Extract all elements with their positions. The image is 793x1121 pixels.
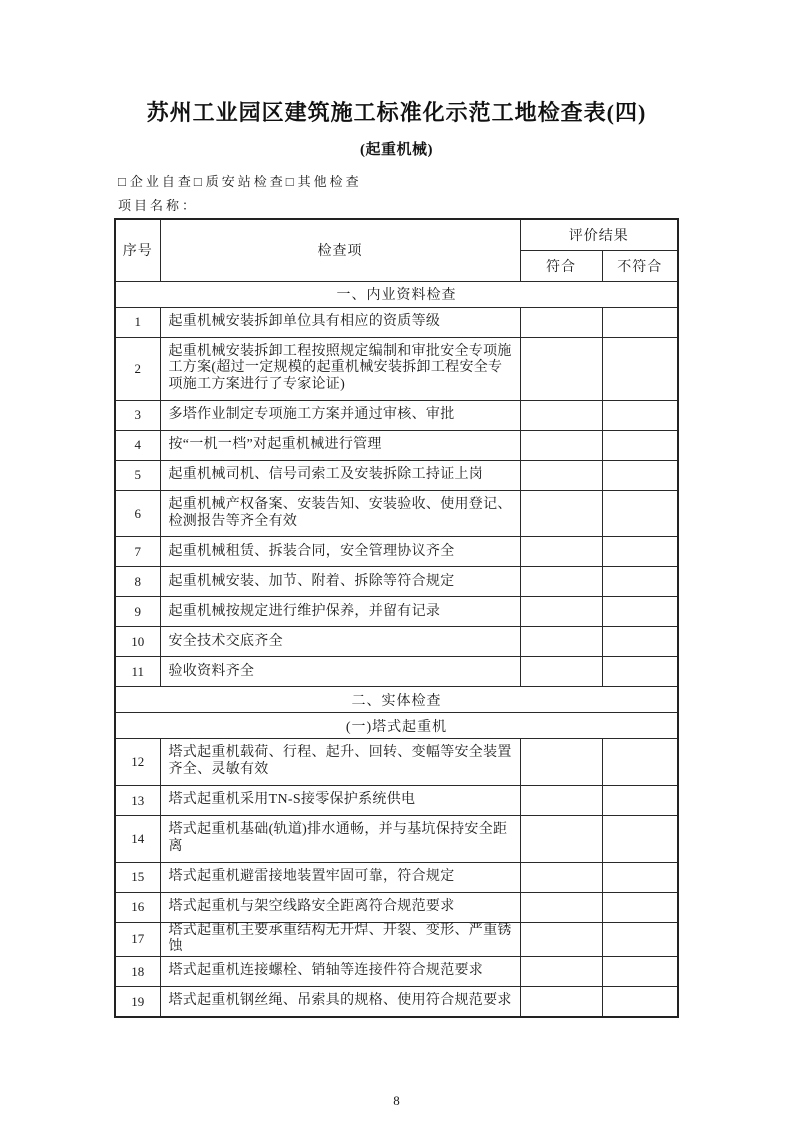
check-item-text: 起重机械产权备案、安装告知、安装验收、使用登记、检测报告等齐全有效 <box>160 490 520 537</box>
col-header-fail: 不符合 <box>602 250 678 281</box>
row-index: 5 <box>115 460 160 490</box>
table-row <box>115 567 678 597</box>
table-row <box>115 987 678 1017</box>
check-item-text: 起重机械租赁、拆装合同，安全管理协议齐全 <box>160 537 520 567</box>
checkbox-icon: □ <box>193 174 205 189</box>
row-index: 13 <box>115 786 160 816</box>
row-index: 6 <box>115 490 160 537</box>
row-index: 18 <box>115 957 160 987</box>
section-label: 一、内业资料检查 <box>115 281 678 307</box>
check-option-label: 其他检查 <box>297 174 362 189</box>
row-index: 2 <box>115 337 160 400</box>
fail-cell <box>602 400 678 430</box>
fail-cell <box>602 892 678 922</box>
header-row-1 <box>115 219 678 250</box>
check-item-text: 起重机械安装拆卸单位具有相应的资质等级 <box>160 307 520 337</box>
pass-cell <box>520 307 602 337</box>
section-label: 二、实体检查 <box>115 687 678 713</box>
fail-cell <box>602 922 678 957</box>
table-row <box>115 597 678 627</box>
fail-cell <box>602 307 678 337</box>
table-row <box>115 957 678 987</box>
pass-cell <box>520 892 602 922</box>
fail-cell <box>602 567 678 597</box>
pass-cell <box>520 987 602 1017</box>
check-item-text: 验收资料齐全 <box>160 657 520 687</box>
check-item-text: 按“一机一档”对起重机械进行管理 <box>160 430 520 460</box>
check-option-label: 企业自查 <box>129 174 194 189</box>
pass-cell <box>520 337 602 400</box>
fail-cell <box>602 816 678 863</box>
fail-cell <box>602 597 678 627</box>
pass-cell <box>520 460 602 490</box>
row-index: 3 <box>115 400 160 430</box>
check-item-text: 起重机械按规定进行维护保养，并留有记录 <box>160 597 520 627</box>
section-row <box>115 713 678 739</box>
section-row <box>115 687 678 713</box>
col-header-item: 检查项 <box>160 219 520 281</box>
pass-cell <box>520 537 602 567</box>
check-item-text: 起重机械安装拆卸工程按照规定编制和审批安全专项施工方案(超过一定规模的起重机械安装拆卸工程安全专项施工方案进行了专家论证) <box>160 337 520 400</box>
fail-cell <box>602 786 678 816</box>
row-index: 8 <box>115 567 160 597</box>
pass-cell <box>520 490 602 537</box>
table-row <box>115 430 678 460</box>
check-type-options <box>118 171 793 190</box>
pass-cell <box>520 922 602 957</box>
col-header-result-group: 评价结果 <box>520 219 678 250</box>
table-row <box>115 307 678 337</box>
row-index: 11 <box>115 657 160 687</box>
fail-cell <box>602 657 678 687</box>
section-row <box>115 281 678 307</box>
row-index: 16 <box>115 892 160 922</box>
check-item-text: 塔式起重机与架空线路安全距离符合规范要求 <box>160 892 520 922</box>
table-row <box>115 892 678 922</box>
table-row <box>115 739 678 786</box>
checkbox-icon: □ <box>118 174 129 189</box>
fail-cell <box>602 430 678 460</box>
check-item-text: 塔式起重机避雷接地装置牢固可靠，符合规定 <box>160 862 520 892</box>
fail-cell <box>602 987 678 1017</box>
row-index: 7 <box>115 537 160 567</box>
fail-cell <box>602 337 678 400</box>
check-item-text: 起重机械安装、加节、附着、拆除等符合规定 <box>160 567 520 597</box>
table-row <box>115 627 678 657</box>
check-option <box>118 174 194 189</box>
table-row <box>115 786 678 816</box>
row-index: 19 <box>115 987 160 1017</box>
checklist-body <box>115 281 678 1017</box>
check-option <box>194 174 286 189</box>
table-row <box>115 922 678 957</box>
check-item-text: 塔式起重机采用TN-S接零保护系统供电 <box>160 786 520 816</box>
fail-cell <box>602 862 678 892</box>
pass-cell <box>520 400 602 430</box>
fail-cell <box>602 739 678 786</box>
check-item-text: 塔式起重机载荷、行程、起升、回转、变幅等安全装置齐全、灵敏有效 <box>160 739 520 786</box>
section-label: (一)塔式起重机 <box>115 713 678 739</box>
pass-cell <box>520 597 602 627</box>
check-option-label: 质安站检查 <box>205 174 286 189</box>
row-index: 14 <box>115 816 160 863</box>
pass-cell <box>520 430 602 460</box>
check-item-text: 塔式起重机基础(轨道)排水通畅，并与基坑保持安全距离 <box>160 816 520 863</box>
row-index: 9 <box>115 597 160 627</box>
pass-cell <box>520 567 602 597</box>
table-row <box>115 816 678 863</box>
check-item-text: 塔式起重机主要承重结构无开焊、开裂、变形、严重锈蚀 <box>160 922 520 957</box>
table-row <box>115 337 678 400</box>
pass-cell <box>520 627 602 657</box>
fail-cell <box>602 627 678 657</box>
fail-cell <box>602 537 678 567</box>
pass-cell <box>520 816 602 863</box>
row-index: 17 <box>115 922 160 957</box>
table-row <box>115 460 678 490</box>
table-row <box>115 490 678 537</box>
fail-cell <box>602 490 678 537</box>
row-index: 15 <box>115 862 160 892</box>
row-index: 1 <box>115 307 160 337</box>
check-item-text: 起重机械司机、信号司索工及安装拆除工持证上岗 <box>160 460 520 490</box>
check-item-text: 多塔作业制定专项施工方案并通过审核、审批 <box>160 400 520 430</box>
page-subtitle: (起重机械) <box>360 142 433 158</box>
project-name-label: 项目名称： <box>118 198 199 213</box>
col-header-index: 序号 <box>115 219 160 281</box>
table-row <box>115 537 678 567</box>
pass-cell <box>520 739 602 786</box>
row-index: 4 <box>115 430 160 460</box>
check-option <box>286 174 362 189</box>
page-title: 苏州工业园区建筑施工标准化示范工地检查表(四) <box>146 100 647 125</box>
checkbox-icon: □ <box>285 174 297 189</box>
check-item-text: 塔式起重机钢丝绳、吊索具的规格、使用符合规范要求 <box>160 987 520 1017</box>
page-number: 8 <box>393 1093 400 1108</box>
pass-cell <box>520 786 602 816</box>
row-index: 12 <box>115 739 160 786</box>
fail-cell <box>602 957 678 987</box>
table-header <box>115 219 678 281</box>
table-row <box>115 862 678 892</box>
pass-cell <box>520 657 602 687</box>
table-row <box>115 400 678 430</box>
row-index: 10 <box>115 627 160 657</box>
check-item-text: 安全技术交底齐全 <box>160 627 520 657</box>
col-header-pass: 符合 <box>520 250 602 281</box>
checklist-table <box>114 218 679 1018</box>
pass-cell <box>520 957 602 987</box>
check-item-text: 塔式起重机连接螺栓、销轴等连接件符合规范要求 <box>160 957 520 987</box>
table-row <box>115 657 678 687</box>
pass-cell <box>520 862 602 892</box>
fail-cell <box>602 460 678 490</box>
